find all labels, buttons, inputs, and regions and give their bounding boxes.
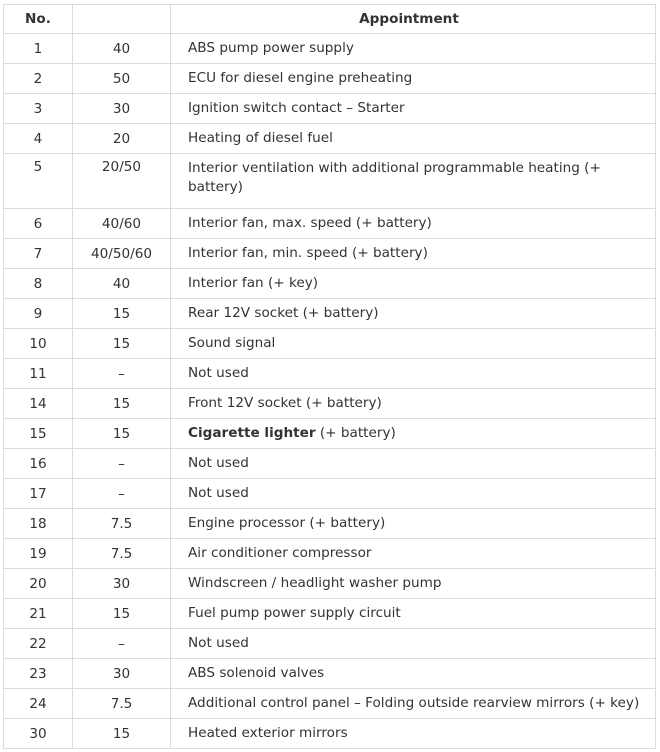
table-row <box>4 539 656 569</box>
table-row <box>4 599 656 629</box>
table-row <box>4 449 656 479</box>
fuse-number: 15 <box>4 419 73 449</box>
fuse-number: 14 <box>4 389 73 419</box>
fuse-appointment: Heating of diesel fuel <box>171 124 656 154</box>
fuse-amperage: – <box>73 449 171 479</box>
fuse-number: 10 <box>4 329 73 359</box>
fuse-number: 8 <box>4 269 73 299</box>
fuse-appointment: Rear 12V socket (+ battery) <box>171 299 656 329</box>
fuse-number: 16 <box>4 449 73 479</box>
fuse-number: 4 <box>4 124 73 154</box>
fuse-number: 6 <box>4 209 73 239</box>
fuse-amperage: 15 <box>73 299 171 329</box>
table-row <box>4 124 656 154</box>
fuse-amperage: 40 <box>73 34 171 64</box>
fuse-appointment: ABS solenoid valves <box>171 659 656 689</box>
fuse-amperage: 15 <box>73 599 171 629</box>
fuse-appointment: Air conditioner compressor <box>171 539 656 569</box>
fuse-amperage: 30 <box>73 659 171 689</box>
fuse-amperage: 15 <box>73 389 171 419</box>
fuse-number: 21 <box>4 599 73 629</box>
fuse-amperage: 40/60 <box>73 209 171 239</box>
fuse-appointment: Interior ventilation with additional programmable heating (+ battery) <box>171 154 656 209</box>
table-row <box>4 299 656 329</box>
fuse-number: 20 <box>4 569 73 599</box>
header-amperage <box>73 5 171 34</box>
fuse-amperage: 15 <box>73 329 171 359</box>
fuse-number: 19 <box>4 539 73 569</box>
table-row <box>4 329 656 359</box>
header-no: No. <box>4 5 73 34</box>
fuse-number: 23 <box>4 659 73 689</box>
table-row <box>4 64 656 94</box>
fuse-amperage: 7.5 <box>73 509 171 539</box>
fuse-appointment: Not used <box>171 479 656 509</box>
fuse-number: 17 <box>4 479 73 509</box>
fuse-amperage: 30 <box>73 94 171 124</box>
table-row <box>4 269 656 299</box>
fuse-number: 24 <box>4 689 73 719</box>
fuse-amperage: 15 <box>73 719 171 749</box>
table-row <box>4 629 656 659</box>
fuse-appointment: Interior fan (+ key) <box>171 269 656 299</box>
fuse-appointment: Not used <box>171 629 656 659</box>
table-row <box>4 34 656 64</box>
fuse-appointment: Interior fan, max. speed (+ battery) <box>171 209 656 239</box>
table-row <box>4 689 656 719</box>
fuse-appointment: ABS pump power supply <box>171 34 656 64</box>
fuse-amperage: – <box>73 479 171 509</box>
fuse-appointment: Not used <box>171 449 656 479</box>
fuse-appointment: Additional control panel – Folding outside rearview mirrors (+ key) <box>171 689 656 719</box>
fuse-appointment: ECU for diesel engine preheating <box>171 64 656 94</box>
table-row <box>4 154 656 209</box>
table-body <box>4 34 656 749</box>
fuse-appointment: Fuel pump power supply circuit <box>171 599 656 629</box>
fuse-appointment: Windscreen / headlight washer pump <box>171 569 656 599</box>
fuse-appointment: Ignition switch contact – Starter <box>171 94 656 124</box>
fuse-table <box>3 4 656 749</box>
table-row <box>4 94 656 124</box>
header-appointment: Appointment <box>171 5 656 34</box>
fuse-appointment: Heated exterior mirrors <box>171 719 656 749</box>
fuse-number: 3 <box>4 94 73 124</box>
fuse-number: 11 <box>4 359 73 389</box>
fuse-appointment <box>171 419 656 449</box>
table-row <box>4 419 656 449</box>
table-row <box>4 359 656 389</box>
table-row <box>4 389 656 419</box>
fuse-appointment: Sound signal <box>171 329 656 359</box>
appointment-bold-text: Cigarette lighter <box>188 425 316 441</box>
fuse-number: 18 <box>4 509 73 539</box>
fuse-amperage: 30 <box>73 569 171 599</box>
fuse-appointment: Engine processor (+ battery) <box>171 509 656 539</box>
fuse-appointment: Interior fan, min. speed (+ battery) <box>171 239 656 269</box>
table-row <box>4 209 656 239</box>
table-header <box>4 5 656 34</box>
fuse-number: 7 <box>4 239 73 269</box>
fuse-number: 1 <box>4 34 73 64</box>
fuse-number: 2 <box>4 64 73 94</box>
fuse-number: 9 <box>4 299 73 329</box>
fuse-amperage: – <box>73 359 171 389</box>
fuse-number: 30 <box>4 719 73 749</box>
table-row <box>4 479 656 509</box>
fuse-appointment: Not used <box>171 359 656 389</box>
table-row <box>4 719 656 749</box>
table-row <box>4 659 656 689</box>
fuse-amperage: 7.5 <box>73 689 171 719</box>
fuse-amperage: 50 <box>73 64 171 94</box>
table-row <box>4 509 656 539</box>
appointment-text: (+ battery) <box>315 425 396 441</box>
fuse-number: 5 <box>4 154 73 209</box>
fuse-amperage: 20/50 <box>73 154 171 209</box>
fuse-number: 22 <box>4 629 73 659</box>
fuse-amperage: 40 <box>73 269 171 299</box>
table-row <box>4 239 656 269</box>
fuse-amperage: – <box>73 629 171 659</box>
fuse-appointment: Front 12V socket (+ battery) <box>171 389 656 419</box>
fuse-amperage: 40/50/60 <box>73 239 171 269</box>
fuse-amperage: 7.5 <box>73 539 171 569</box>
header-row <box>4 5 656 34</box>
fuse-amperage: 20 <box>73 124 171 154</box>
fuse-amperage: 15 <box>73 419 171 449</box>
table-row <box>4 569 656 599</box>
